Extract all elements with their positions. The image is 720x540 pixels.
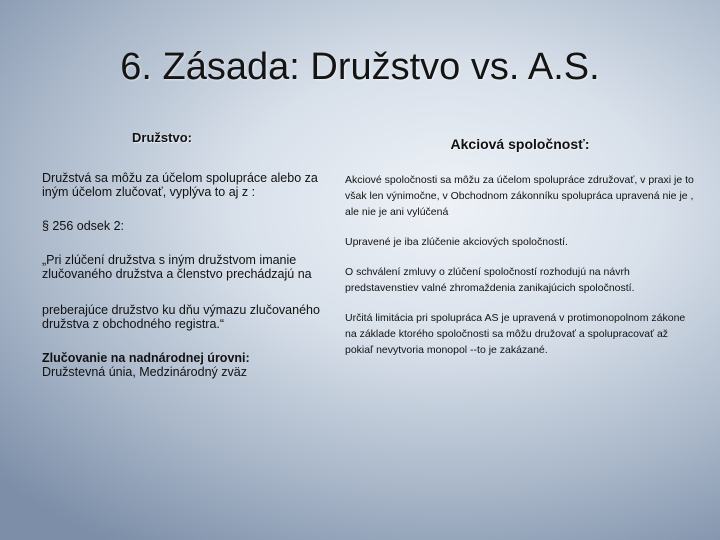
right-column xyxy=(345,130,695,358)
right-heading: Akciová spoločnosť: xyxy=(450,136,590,152)
left-paragraph-3: „Pri zlúčení družstva s iným družstvom imanie zlučovaného družstva a členstvo prechádzajú na xyxy=(42,253,312,281)
left-paragraph-1: Družstvá sa môžu za účelom spolupráce alebo za iným účelom zlučovať, vyplýva to aj z : xyxy=(42,171,318,199)
left-column xyxy=(42,130,332,379)
slide-title: 6. Zásada: Družstvo vs. A.S. xyxy=(120,46,600,88)
left-paragraph-2: § 256 odsek 2: xyxy=(42,219,125,233)
right-paragraph-1: Akciové spoločnosti sa môžu za účelom spolupráce združovať, v praxi je to však len výnimočne, v Obchodnom zákonníku spolupráca upravená nie je , ale nie je ani vylúčená xyxy=(345,174,694,218)
left-paragraph-4: preberajúce družstvo ku dňu výmazu zlučovaného družstva z obchodného registra.“ xyxy=(42,303,320,331)
right-paragraph-4: Určitá limitácia pri spolupráca AS je upravená v protimonopolnom zákone na základe ktorého spoločnosti sa môžu družovať a spolupracovať až pokiaľ nevytvoria monopol --to je zakázané. xyxy=(345,312,686,356)
left-heading: Družstvo: xyxy=(132,130,192,145)
right-paragraph-3: O schválení zmluvy o zlúčení spoločností rozhodujú na návrh predstavenstiev valné zhromaždenia zanikajúcich spoločností. xyxy=(345,266,635,294)
left-paragraph-5-heading: Zlučovanie na nadnárodnej úrovni: xyxy=(42,351,250,365)
right-paragraph-2: Upravené je iba zlúčenie akciových spoločností. xyxy=(345,236,568,248)
left-paragraph-5: Družstevná únia, Medzinárodný zväz xyxy=(42,365,247,379)
